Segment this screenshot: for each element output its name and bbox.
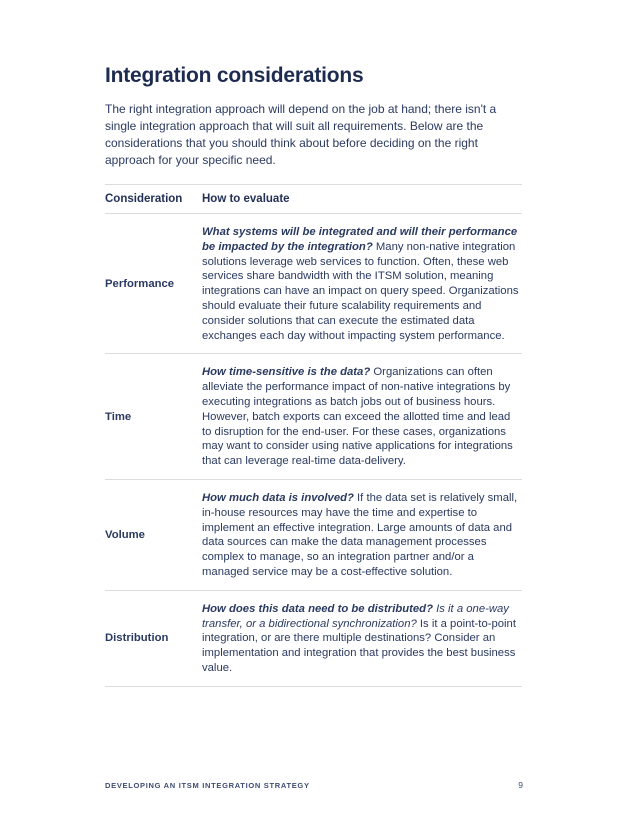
consideration-label: Time — [105, 354, 202, 480]
table-body — [105, 214, 522, 687]
table-row-time — [105, 354, 522, 480]
consideration-label: Performance — [105, 214, 202, 354]
consideration-label: Volume — [105, 479, 202, 590]
evaluation-cell — [202, 214, 522, 354]
page-title: Integration considerations — [105, 64, 364, 87]
question-bold-italic: How much data is involved? — [202, 491, 358, 504]
evaluation-body-text: Many non-native integration solutions leverage web services to function. Often, these web services share bandwidth with the ITSM solution, meaning integrations can have an impact on query speed. Organizations should evaluate their future scalability requirements and consider solutions that can execute the estimated data exchanges each day without impacting system performance. — [202, 240, 519, 342]
table-row-distribution — [105, 590, 522, 686]
consideration-label: Distribution — [105, 590, 202, 686]
evaluation-cell — [202, 479, 522, 590]
question-bold-italic: How time-sensitive is the data? — [202, 366, 374, 379]
page-content — [105, 0, 522, 687]
evaluation-body-text: Organizations can often alleviate the performance impact of non-native integrations by executing integrations as batch jobs out of business hours. However, batch exports can exceed the allotted time and lead to disruption for the end-user. For these cases, organizations may want to consider using native applications for integrations that can leverage real-time data-delivery. — [202, 366, 513, 468]
evaluation-cell — [202, 354, 522, 480]
evaluation-cell — [202, 590, 522, 686]
considerations-table — [105, 184, 522, 687]
evaluation-body-text: If the data set is relatively small, in-house resources may have the time and expertise to implement an effective integration. Large amounts of data and data sources can make the data management processes complex to manage, so an integration partner and/or a managed service may be a cost-effective solution. — [202, 491, 518, 578]
page-footer — [105, 780, 523, 790]
footer-document-title: DEVELOPING AN ITSM INTEGRATION STRATEGY — [105, 781, 310, 790]
question-bold-italic: What systems will be integrated and will their performance be impacted by the integration? — [202, 226, 518, 253]
question-italic: Is it a one-way transfer, or a bidirectional synchronization? — [202, 602, 509, 630]
column-header-how-to-evaluate: How to evaluate — [202, 185, 522, 214]
table-header-row — [105, 185, 522, 214]
table-row-volume — [105, 479, 522, 590]
table-row-performance — [105, 214, 522, 354]
footer-page-number: 9 — [518, 780, 523, 790]
evaluation-body-text: Is it a point-to-point integration, or are there multiple destinations? Consider an implementation and integration that provides the best business value. — [202, 617, 516, 674]
column-header-consideration: Consideration — [105, 185, 202, 214]
table-header — [105, 185, 522, 214]
intro-paragraph: The right integration approach will depend on the job at hand; there isn't a single integration approach that will suit all requirements. Below are the considerations that you should think about before deciding on the right approach for your specific need. — [105, 102, 497, 167]
question-bold-italic: How does this data need to be distributed? — [202, 602, 437, 615]
